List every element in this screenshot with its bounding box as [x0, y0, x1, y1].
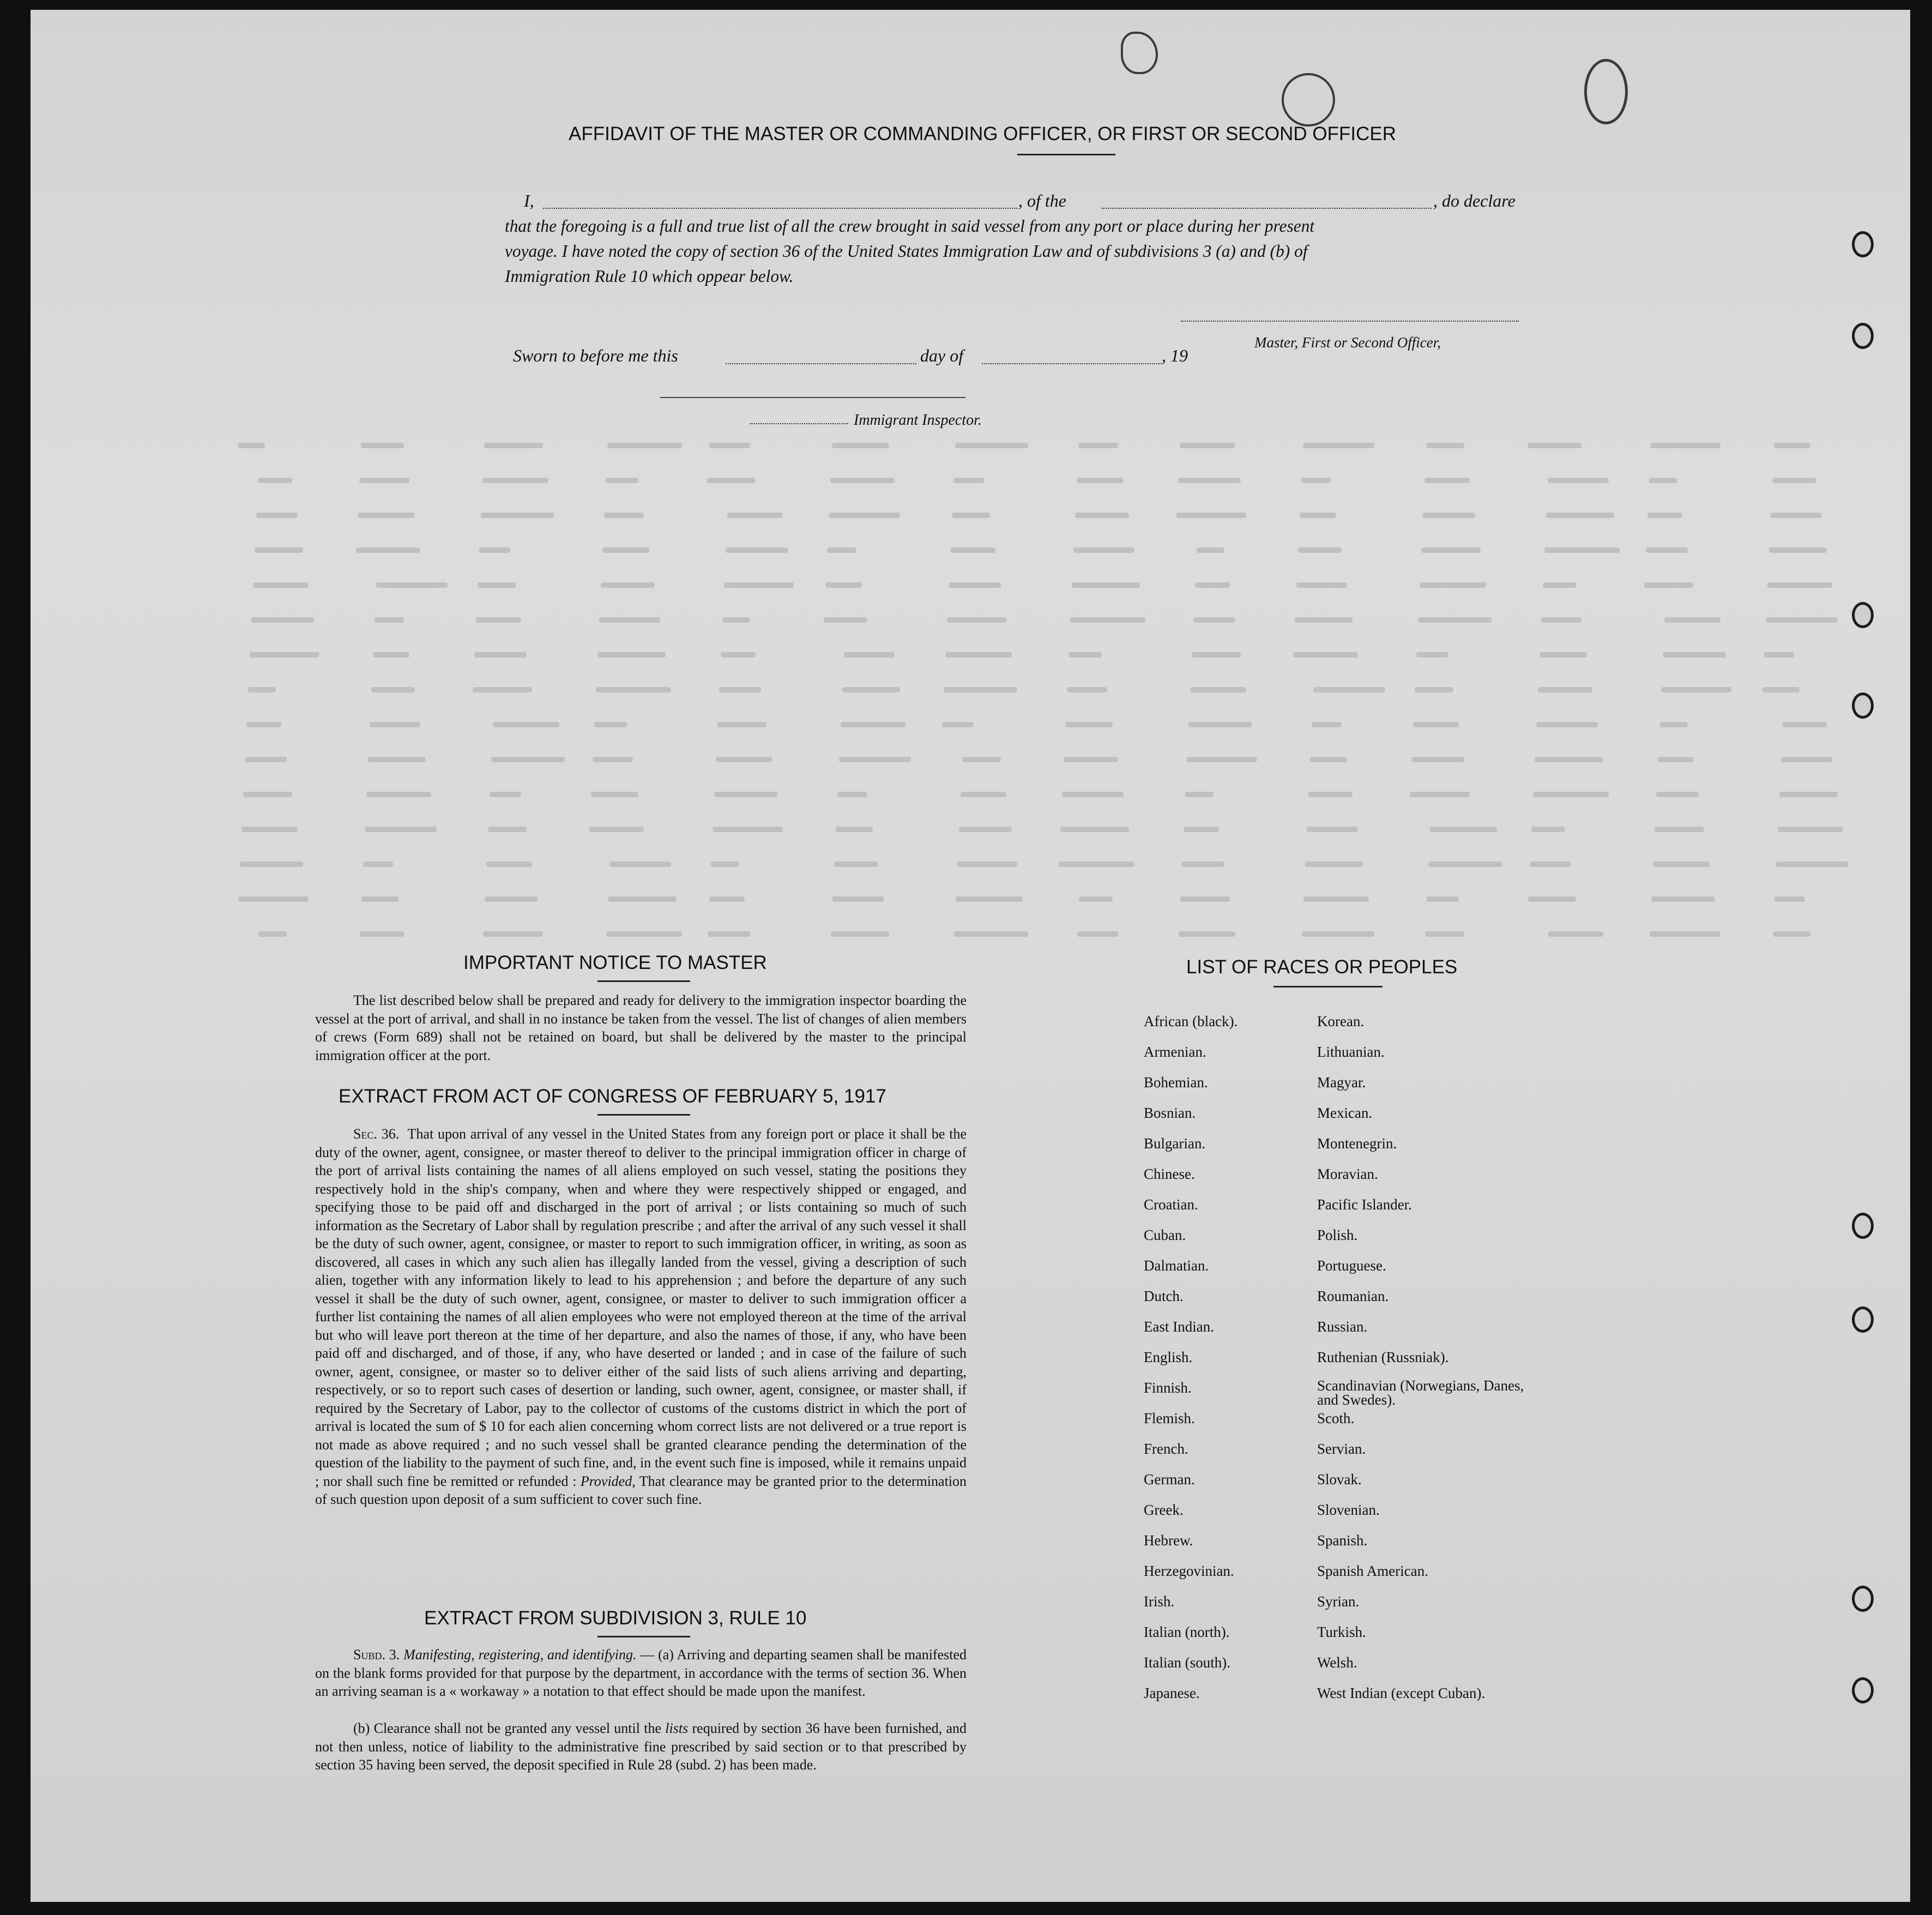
bleed-through-row	[238, 645, 1910, 666]
affidavit-line-4: Immigration Rule 10 which oppear below.	[505, 267, 794, 286]
affidavit-line-2: that the foregoing is a full and true list of all the crew brought in said vessel from any port or place during her present	[505, 216, 1315, 236]
inspector-signature-label: Immigrant Inspector.	[854, 412, 982, 429]
races-column-2	[1317, 1012, 1546, 1714]
act-section-text: That upon arrival of any vessel in the United States from any foreign port or place it shall be the duty of the owner, agent, consignee, or master thereof to deliver to the principal immigration officer in charge of the port of arrival lists containing the names of all aliens employed on such vessel, stating the positions they respectively hold in the ship's company, when and where they were respectively shipped or engaged, and specifying those to be paid off and discharged in the port of arrival ; or lists containing so much of such information as the Secretary of Labor shall by regulation prescribe ; and after the arrival of any such vessel it shall be the duty of such owner, agent, consignee, or master to report to such immigration officer, in writing, as soon as discovered, all cases in which any such alien has illegally landed from the vessel, giving a description of such alien, together with any information likely to lead to his apprehension ; and before the departure of any such vessel it shall be the duty of such owner, agent, consignee, or master to deliver to such immigration officer a further list containing the names of all alien employees who were not employed thereon at the time of the arrival but who will leave port thereon at the time of her departure, and also the names of those, if any, who have been paid off and discharged, and of those, if any, who have deserted or landed ; and in case of the failure of such owner, agent, consignee, or master so to deliver either of the said lists of such aliens arriving and departing, respectively, or so to report such cases of desertion or landing, such owner, agent, consignee, or master shall, if required by the Secretary of Labor, pay to the collector of customs of the customs district in which the port of arrival is located the sum of $ 10 for each alien concerning whom correct lists are not delivered or a true report is not made as above required ; and no such vessel shall be granted clearance pending the determination of the question of the liability to the payment of such fine, and, in the event such fine is imposed, while it remains unpaid ; nor shall such fine be remitted or refunded :	[315, 1126, 967, 1489]
bleed-through-row	[238, 470, 1910, 492]
race-item: Bosnian.	[1144, 1105, 1196, 1121]
race-item: Welsh.	[1317, 1654, 1357, 1671]
manifest-page	[31, 10, 1910, 1902]
race-item: German.	[1144, 1471, 1195, 1488]
inspector-signature-rule	[660, 397, 965, 398]
race-item: African (black).	[1144, 1013, 1238, 1029]
race-item: French.	[1144, 1441, 1188, 1457]
act-title: EXTRACT FROM ACT OF CONGRESS OF FEBRUARY 5, 1917	[339, 1086, 886, 1107]
rule-b-text-2: required by section 36 have been furnished, and not then unless, notice of liability to the administrative fine prescribed by said section or to that prescribed by section 35 having been served, the deposit specified in Rule 28 (subd. 2) has been made.	[315, 1720, 967, 1773]
binder-hole	[1852, 231, 1874, 257]
rule-subd-label: Subd. 3.	[353, 1647, 400, 1663]
sworn-day-field[interactable]	[726, 363, 916, 364]
notice-title-rule	[597, 980, 690, 982]
race-item: Finnish.	[1144, 1380, 1192, 1396]
race-item: Dalmatian.	[1144, 1257, 1209, 1274]
race-item: Montenegrin.	[1317, 1135, 1397, 1152]
race-item: Slovenian.	[1317, 1502, 1380, 1518]
declarant-name-field[interactable]	[543, 208, 1017, 209]
sworn-year: , 19	[1162, 346, 1188, 365]
binder-hole	[1852, 602, 1874, 628]
race-item: Pacific Islander.	[1317, 1196, 1412, 1213]
bleed-through-row	[238, 575, 1910, 597]
rule-subd-title: Manifesting, registering, and identifying.	[403, 1647, 637, 1663]
race-item: Chinese.	[1144, 1166, 1195, 1182]
bleed-through-row	[238, 854, 1910, 876]
race-item: Bohemian.	[1144, 1074, 1208, 1091]
race-item: West Indian (except Cuban).	[1317, 1685, 1486, 1701]
race-item: Slovak.	[1317, 1471, 1362, 1488]
race-item: Scandinavian (Norwegians, Danes, and Swedes).	[1317, 1377, 1524, 1408]
handwritten-mark-circle	[1121, 32, 1158, 74]
race-item: Portuguese.	[1317, 1257, 1386, 1274]
affidavit-of-the: , of the	[1018, 191, 1066, 210]
handwritten-mark-circle	[1584, 59, 1628, 124]
race-item: Moravian.	[1317, 1166, 1378, 1182]
race-item: Irish.	[1144, 1593, 1175, 1610]
bleed-through-row	[238, 924, 1910, 946]
bleed-through-row	[238, 889, 1910, 911]
rule-subd-b	[315, 1719, 967, 1774]
master-signature-line[interactable]	[1181, 321, 1519, 322]
bleed-through-row	[238, 819, 1910, 841]
bleed-through-row	[238, 749, 1910, 771]
notice-title: IMPORTANT NOTICE TO MASTER	[463, 952, 767, 973]
sworn-day-of: day of	[920, 346, 964, 365]
bleed-through-row	[238, 435, 1910, 457]
binder-hole	[1852, 1213, 1874, 1239]
master-signature-label: Master, First or Second Officer,	[1254, 334, 1441, 351]
binder-hole	[1852, 323, 1874, 349]
race-item: Servian.	[1317, 1441, 1366, 1457]
race-item: English.	[1144, 1349, 1193, 1365]
race-item: Syrian.	[1317, 1593, 1360, 1610]
race-item: Polish.	[1317, 1227, 1358, 1243]
race-item: Italian (south).	[1144, 1654, 1230, 1671]
affidavit-declare: , do declare	[1433, 191, 1516, 210]
bleed-through-row	[238, 784, 1910, 806]
binder-hole	[1852, 1586, 1874, 1612]
bleed-through-row	[238, 679, 1910, 701]
race-item: Mexican.	[1317, 1105, 1373, 1121]
races-title: LIST OF RACES OR PEOPLES	[1186, 956, 1458, 978]
rule-title: EXTRACT FROM SUBDIVISION 3, RULE 10	[424, 1607, 807, 1629]
bleed-through-row	[238, 505, 1910, 527]
affidavit-i: I,	[524, 191, 534, 210]
race-item: Japanese.	[1144, 1685, 1200, 1701]
race-item: Magyar.	[1317, 1074, 1366, 1091]
race-item: Korean.	[1317, 1013, 1365, 1029]
affidavit-line-3: voyage. I have noted the copy of section 36 of the United States Immigration Law and of subdivisions 3 (a) and (b) of	[505, 242, 1308, 261]
races-column-1	[1144, 1012, 1318, 1714]
inspector-signature-field[interactable]	[750, 423, 848, 424]
race-item: Turkish.	[1317, 1624, 1366, 1640]
binder-hole	[1852, 692, 1874, 719]
races-title-rule	[1273, 986, 1382, 987]
affidavit-title-rule	[1017, 154, 1115, 155]
act-section-label: Sec. 36.	[353, 1126, 400, 1142]
race-item: Lithuanian.	[1317, 1044, 1385, 1060]
rule-subd-a	[315, 1646, 967, 1701]
race-item: Croatian.	[1144, 1196, 1198, 1213]
bleed-through-row	[238, 540, 1910, 562]
notice-body: The list described below shall be prepared and ready for delivery to the immigration inspector boarding the vessel at the port of arrival, and shall in no instance be taken from the vessel. The list of changes of alien members of crews (Form 689) shall not be retained on board, but shall be delivered by the master to the principal immigration officer at the port.	[315, 992, 967, 1063]
act-title-rule	[597, 1114, 690, 1116]
race-item: Roumanian.	[1317, 1288, 1389, 1304]
act-body	[315, 1125, 967, 1509]
race-item: Greek.	[1144, 1502, 1184, 1518]
rule-b-lists: lists	[665, 1720, 689, 1736]
binder-hole	[1852, 1306, 1874, 1333]
rule-b-text-1: Clearance shall not be granted any vessel until the	[373, 1720, 662, 1736]
act-section-end: That clearance may be granted prior to the determination of such question upon deposit of a sum sufficient to cover such fine.	[315, 1473, 967, 1507]
race-item: Flemish.	[1144, 1410, 1195, 1426]
binder-hole	[1852, 1677, 1874, 1703]
race-item: Cuban.	[1144, 1227, 1186, 1243]
race-item: Ruthenian (Russniak).	[1317, 1349, 1449, 1365]
race-item: Herzegovinian.	[1144, 1563, 1234, 1579]
sworn-month-field[interactable]	[982, 363, 1162, 364]
race-item: Bulgarian.	[1144, 1135, 1206, 1152]
race-item: Spanish American.	[1317, 1563, 1428, 1579]
race-item: Armenian.	[1144, 1044, 1206, 1060]
affidavit-title: AFFIDAVIT OF THE MASTER OR COMMANDING OFFICER, OR FIRST OR SECOND OFFICER	[569, 123, 1397, 144]
rule-b-label: (b)	[353, 1720, 370, 1736]
race-item: East Indian.	[1144, 1318, 1214, 1335]
race-item: Hebrew.	[1144, 1532, 1193, 1549]
rule-title-rule	[597, 1636, 690, 1637]
rule-a-text: Arriving and departing seamen shall be manifested on the blank forms provided for that purpose by the department, in accordance with the terms of section 36. When an arriving seaman is a « workaway » a notation to that effect should be made upon the manifest.	[315, 1647, 967, 1699]
rule-a-label: — (a)	[640, 1647, 674, 1663]
race-item: Italian (north).	[1144, 1624, 1230, 1640]
act-provided: Provided,	[580, 1473, 636, 1489]
race-item: Spanish.	[1317, 1532, 1368, 1549]
race-item: Dutch.	[1144, 1288, 1184, 1304]
race-item: Russian.	[1317, 1318, 1368, 1335]
handwritten-mark-circle	[1277, 68, 1340, 131]
sworn-text: Sworn to before me this	[513, 346, 678, 365]
race-item: Scoth.	[1317, 1410, 1355, 1426]
vessel-name-field[interactable]	[1102, 208, 1432, 209]
bleed-through-row	[238, 610, 1910, 631]
bleed-through-row	[238, 714, 1910, 736]
